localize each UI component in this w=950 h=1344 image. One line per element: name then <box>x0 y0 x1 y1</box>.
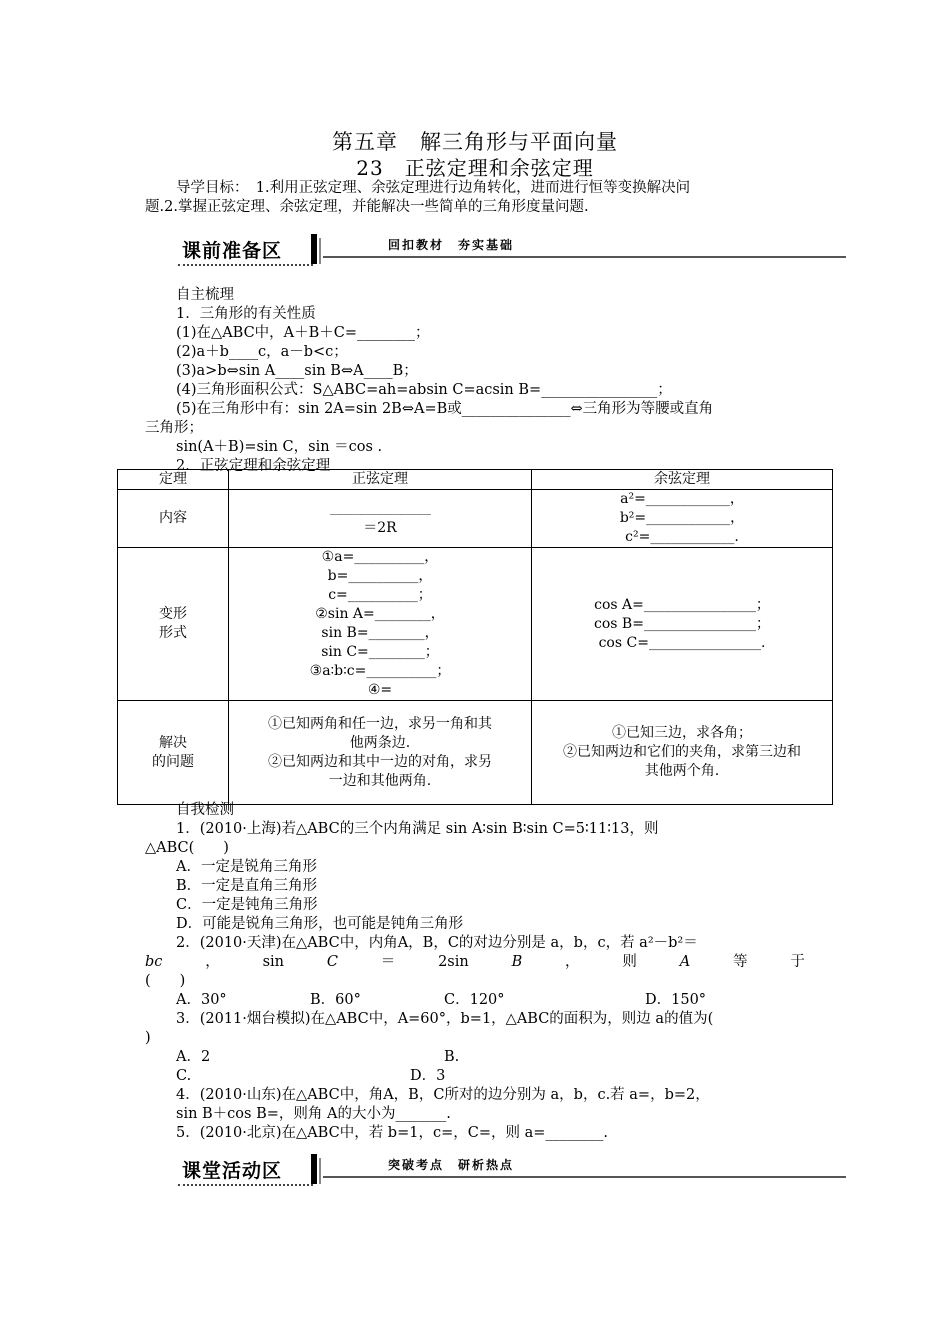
cosine-variant-B: cos B=________________； <box>594 615 770 632</box>
cosine-law-variants <box>532 548 833 701</box>
q2-stem-3: ( ) <box>145 973 186 989</box>
row-label-problems-1: 解决 <box>159 734 187 751</box>
table-row-variants <box>118 548 833 701</box>
q3-option-d: D．3 <box>410 1068 446 1084</box>
q2-part: 则 <box>622 954 637 970</box>
cosine-law-problems <box>532 701 833 805</box>
cosine-variant-C: cos C=________________. <box>598 634 766 651</box>
banner-rule <box>323 1176 846 1178</box>
sine-problem-line-2: 他两条边. <box>349 734 411 751</box>
banner-dotted-rule <box>178 264 313 266</box>
table-row-content <box>118 490 833 548</box>
q2-part: sin <box>262 954 284 970</box>
banner-label: 课堂活动区 <box>182 1160 283 1182</box>
sine-problem-line-1: ①已知两角和任一边，求另一角和其 <box>268 715 492 732</box>
q3-option-c: C. <box>176 1068 192 1084</box>
section-banner-classroom <box>178 1154 846 1188</box>
banner-divider-shadow <box>319 1158 321 1184</box>
q2-part: A <box>679 954 691 970</box>
q4-stem-2: sin B＋cos B=，则角 A的大小为_______. <box>176 1106 451 1122</box>
theorem-table <box>117 469 833 805</box>
row-label-problems <box>118 701 229 805</box>
q2-option-d: D．150° <box>645 992 707 1008</box>
sine-problem-line-3: ②已知两边和其中一边的对角，求另 <box>268 753 492 770</box>
sine-variant-b: b=__________， <box>327 568 433 584</box>
q1-option-b: B．一定是直角三角形 <box>176 878 318 894</box>
sine-law-problems <box>229 701 532 805</box>
sine-variant-4: ④= <box>367 682 393 698</box>
q3-stem-2: ) <box>145 1030 151 1046</box>
q2-option-c: C．120° <box>444 992 505 1008</box>
sine-law-numerator: ＿＿＿＿＿＿＿＿＿＿ <box>330 502 430 516</box>
cosine-problem-line-1: ①已知三边，求各角； <box>612 725 752 741</box>
sine-variant-sinA: ②sin A=________， <box>315 606 445 622</box>
cosine-b2: b²=____________， <box>619 510 745 526</box>
sine-variant-sinC: sin C=________； <box>321 644 439 660</box>
q2-part: 2sin <box>438 954 469 970</box>
q2-part: bc <box>145 954 163 970</box>
row-label-variants-2: 形式 <box>159 625 187 641</box>
q2-part: B <box>511 954 523 970</box>
header-cosine-law: 余弦定理 <box>532 470 833 490</box>
sine-problem-line-4: 一边和其他两角. <box>328 772 432 789</box>
cosine-variant-A: cos A=________________； <box>594 596 770 613</box>
cosine-law-content <box>532 490 833 548</box>
q2-part: 于 <box>790 954 805 970</box>
banner-divider <box>311 234 317 264</box>
row-label-variants <box>118 548 229 701</box>
q1-option-a: A．一定是锐角三角形 <box>176 859 317 875</box>
sine-law-variants <box>229 548 532 701</box>
q2-part: ， <box>565 954 580 970</box>
section-banner-prep <box>178 234 846 268</box>
review-item-5-cont: 三角形； <box>145 420 203 436</box>
q2-option-a: A．30° <box>176 992 227 1008</box>
banner-dotted-rule <box>178 1184 313 1186</box>
review-item-3: (3)a>b⇔sin A____sin B⇔A____B； <box>176 363 418 379</box>
lesson-title: 23 正弦定理和余弦定理 <box>356 156 594 180</box>
banner-subtitle: 回扣教材 夯实基础 <box>388 238 515 252</box>
review-item-5: (5)在三角形中有：sin 2A=sin 2B⇔A=B或_______________⇔三角形为等腰或直角 <box>176 401 714 417</box>
q2-option-b: B．60° <box>310 992 361 1008</box>
q2-part: C <box>326 954 338 970</box>
sine-variant-c: c=__________； <box>328 587 432 603</box>
q3-option-b: B. <box>444 1049 460 1065</box>
review-item-2: (2)a＋b____c，a－b<c； <box>176 344 348 360</box>
review-subtitle-2: 2．正弦定理和余弦定理 <box>176 458 331 474</box>
sine-law-equals: ＝2R <box>363 519 397 536</box>
header-sine-law: 正弦定理 <box>229 470 532 490</box>
review-item-1: (1)在△ABC中，A＋B＋C=________； <box>176 325 430 341</box>
goals-line-1: 导学目标： 1.利用正弦定理、余弦定理进行边角转化，进而进行恒等变换解决问 <box>176 180 691 196</box>
row-label-variants-1: 变形 <box>159 606 187 622</box>
cosine-a2: a²=____________， <box>620 491 744 507</box>
banner-divider <box>311 1154 317 1184</box>
cosine-problem-line-2: ②已知两边和它们的夹角，求第三边和 <box>563 744 801 760</box>
sine-variant-a: ①a=__________， <box>321 549 439 565</box>
review-heading: 自主梳理 <box>176 287 234 303</box>
banner-label: 课前准备区 <box>182 240 283 262</box>
q5-stem: 5．(2010·北京)在△ABC中，若 b=1，c=，C=，则 a=________. <box>176 1125 608 1141</box>
q2-part: 等 <box>733 954 748 970</box>
q2-stem-1: 2．(2010·天津)在△ABC中，内角A，B，C的对边分别是 a，b，c，若 a²－b²＝ <box>176 935 698 951</box>
table-row-problems <box>118 701 833 805</box>
review-item-6: sin(A＋B)=sin C，sin ＝cos . <box>176 439 383 455</box>
q3-option-a: A．2 <box>176 1049 211 1065</box>
cosine-c2: c²=____________. <box>625 529 739 545</box>
q2-part: ， <box>205 954 220 970</box>
chapter-title: 第五章 解三角形与平面向量 <box>332 130 618 154</box>
cosine-problem-line-3: 其他两个角. <box>644 763 720 779</box>
sine-variant-sinB: sin B=________， <box>321 625 439 641</box>
banner-subtitle: 突破考点 研析热点 <box>388 1158 515 1172</box>
q1-stem-2: △ABC( ) <box>145 840 229 856</box>
q3-stem-1: 3．(2011·烟台模拟)在△ABC中，A=60°，b=1，△ABC的面积为，则边 a的值为( <box>176 1011 714 1027</box>
sine-law-content <box>229 490 532 548</box>
goals-line-2: 题.2.掌握正弦定理、余弦定理，并能解决一些简单的三角形度量问题. <box>145 199 589 215</box>
row-label-problems-2: 的问题 <box>152 753 194 770</box>
banner-divider-shadow <box>319 238 321 264</box>
review-item-4: (4)三角形面积公式：S△ABC=ah=absin C=acsin B=________________； <box>176 382 672 398</box>
q2-part: ＝ <box>380 954 396 970</box>
header-theorem: 定理 <box>118 470 229 490</box>
q4-stem-1: 4．(2010·山东)在△ABC中，角A，B，C所对的边分别为 a，b，c.若 a=，b=2， <box>176 1087 710 1103</box>
self-test-heading: 自我检测 <box>176 802 234 818</box>
row-label-content: 内容 <box>118 490 229 548</box>
table-header-row <box>118 470 833 490</box>
banner-rule <box>323 256 846 258</box>
q1-stem-1: 1．(2010·上海)若△ABC的三个内角满足 sin A∶sin B∶sin C=5∶11∶13，则 <box>176 821 659 837</box>
sine-variant-ratio: ③a∶b∶c=__________； <box>309 663 451 679</box>
q2-stem-2 <box>145 953 805 972</box>
review-subtitle-1: 1．三角形的有关性质 <box>176 306 316 322</box>
q1-option-d: D．可能是锐角三角形，也可能是钝角三角形 <box>176 916 464 932</box>
q1-option-c: C．一定是钝角三角形 <box>176 897 318 913</box>
